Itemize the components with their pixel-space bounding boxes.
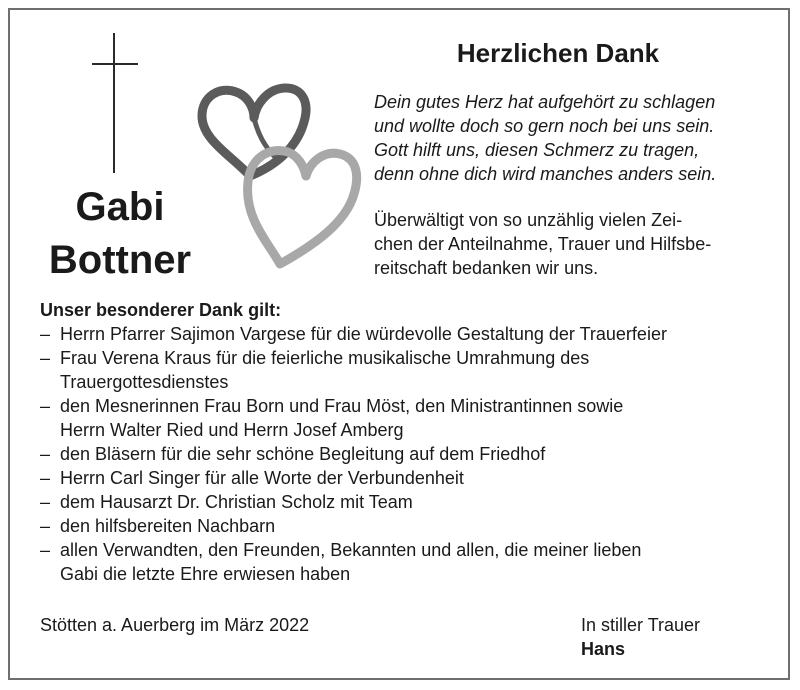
dash: –	[40, 492, 51, 512]
poem-line: denn ohne dich wird manches anders sein.	[374, 164, 717, 184]
dash: –	[40, 444, 51, 464]
poem-line: Gott hilft uns, diesen Schmerz zu tragen,	[374, 140, 700, 160]
deceased-first-name: Gabi	[75, 185, 165, 229]
list-item	[40, 394, 770, 442]
thanks-line: reitschaft bedanken wir uns.	[374, 258, 599, 278]
list-item	[40, 466, 770, 490]
cross-icon-bar	[92, 63, 138, 65]
thanks-paragraph	[374, 208, 762, 280]
list-item-text: allen Verwandten, den Freunden, Bekannten und allen, die meiner lieben	[60, 540, 642, 560]
list-item	[40, 346, 770, 394]
dash: –	[40, 396, 51, 416]
special-thanks-heading: Unser besonderer Dank gilt:	[40, 300, 282, 320]
signer-name: Hans	[581, 639, 626, 659]
dash: –	[40, 468, 51, 488]
dash: –	[40, 348, 51, 368]
special-thanks-list	[40, 322, 770, 586]
list-item	[40, 322, 770, 346]
list-item-text: den Mesnerinnen Frau Born und Frau Möst, den Ministrantinnen sowie	[60, 396, 624, 416]
poem	[374, 90, 760, 186]
list-item-continuation: Gabi die letzte Ehre erwiesen haben	[60, 564, 351, 584]
list-item-text: den Bläsern für die sehr schöne Begleitung auf dem Friedhof	[60, 444, 546, 464]
mourning-text: In stiller Trauer	[581, 615, 701, 635]
poem-line: und wollte doch so gern noch bei uns sein.	[374, 116, 715, 136]
list-item-text: Frau Verena Kraus für die feierliche musikalische Umrahmung des	[60, 348, 590, 368]
list-item	[40, 442, 770, 466]
list-item	[40, 514, 770, 538]
list-item-text: dem Hausarzt Dr. Christian Scholz mit Team	[60, 492, 413, 512]
dash: –	[40, 540, 51, 560]
list-item-continuation: Trauergottesdienstes	[60, 372, 229, 392]
list-item	[40, 490, 770, 514]
dash: –	[40, 324, 51, 344]
list-item-text: Herrn Carl Singer für alle Worte der Verbundenheit	[60, 468, 464, 488]
notice-title: Herzlichen Dank	[456, 38, 660, 68]
thanks-line: Überwältigt von so unzählig vielen Zei-	[374, 210, 683, 230]
deceased-last-name: Bottner	[48, 238, 192, 282]
list-item-continuation: Herrn Walter Ried und Herrn Josef Amberg	[60, 420, 404, 440]
thanks-line: chen der Anteilnahme, Trauer und Hilfsbe-	[374, 234, 712, 254]
poem-line: Dein gutes Herz hat aufgehört zu schlagen	[374, 92, 716, 112]
list-item-text: den hilfsbereiten Nachbarn	[60, 516, 276, 536]
dash: –	[40, 516, 51, 536]
cross-icon	[113, 33, 115, 173]
list-item-text: Herrn Pfarrer Sajimon Vargese für die würdevolle Gestaltung der Trauerfeier	[60, 324, 667, 344]
place-date: Stötten a. Auerberg im März 2022	[40, 615, 310, 635]
list-item	[40, 538, 770, 586]
